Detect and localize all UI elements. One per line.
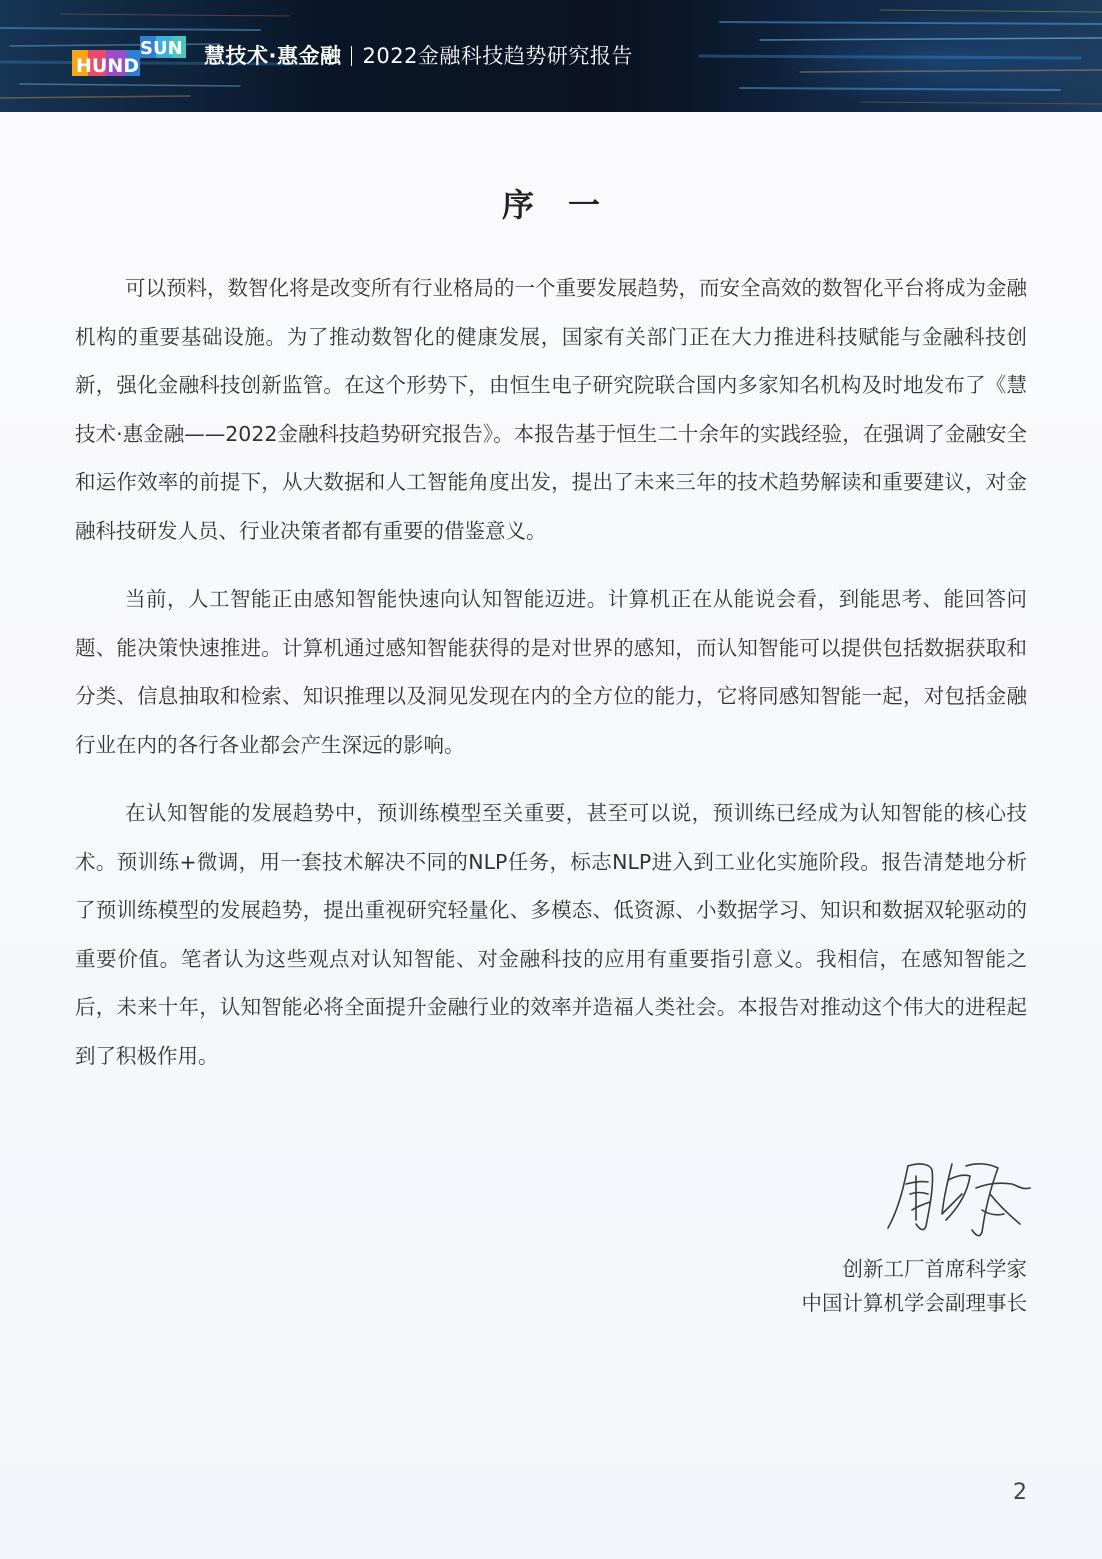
handwritten-signature [886,1154,1036,1242]
paragraph-3: 在认知智能的发展趋势中，预训练模型至关重要，甚至可以说，预训练已经成为认知智能的核心技术。预训练+微调，用一套技术解决不同的NLP任务，标志NLP进入到工业化实施阶段。报告清楚地分析了预训练模型的发展趋势，提出重视研究轻量化、多模态、低资源、小数据学习、知识和数据双轮驱动的重要价值。笔者认为这些观点对认知智能、对金融科技的应用有重要指引意义。我相信，在感知智能之后，未来十年，认知智能必将全面提升金融行业的效率并造福人类社会。本报告对推动这个伟大的进程起到了积极作用。 [75,801,1027,1068]
author-title-line-1: 创新工厂首席科学家 [842,1257,1027,1281]
paragraph-1: 可以预料，数智化将是改变所有行业格局的一个重要发展趋势，而安全高效的数智化平台将成为金融机构的重要基础设施。为了推动数智化的健康发展，国家有关部门正在大力推进科技赋能与金融科技创新，强化金融科技创新监管。在这个形势下，由恒生电子研究院联合国内多家知名机构及时地发布了《慧技术·惠金融——2022金融科技趋势研究报告》。本报告基于恒生二十余年的实践经验，在强调了金融安全和运作效率的前提下，从大数据和人工智能角度出发，提出了未来三年的技术趋势解读和重要建议，对金融科技研发人员、行业决策者都有重要的借鉴意义。 [75,276,1027,543]
paragraph-2: 当前，人工智能正由感知智能快速向认知智能迈进。计算机正在从能说会看，到能思考、能回答问题、能决策快速推进。计算机通过感知智能获得的是对世界的感知，而认知智能可以提供包括数据获取和分类、信息抽取和检索、知识推理以及洞见发现在内的全方位的能力，它将同感知智能一起，对包括金融行业在内的各行各业都会产生深远的影响。 [75,587,1027,757]
preface-body [75,264,1027,1100]
header-title [204,40,633,70]
author-titles [802,1252,1028,1320]
header-title-divider [351,46,352,66]
header-title-report: 2022金融科技趋势研究报告 [362,44,633,68]
page-number: 2 [1013,1480,1027,1505]
author-title-line-2: 中国计算机学会副理事长 [801,1291,1027,1315]
header-title-main: 慧技术·惠金融 [204,44,342,68]
page-title: 序一 [501,186,634,224]
header-banner [0,0,1102,112]
svg-text:SUN: SUN [140,38,183,59]
hundsun-logo [72,34,188,80]
svg-text:HUND: HUND [76,55,140,77]
